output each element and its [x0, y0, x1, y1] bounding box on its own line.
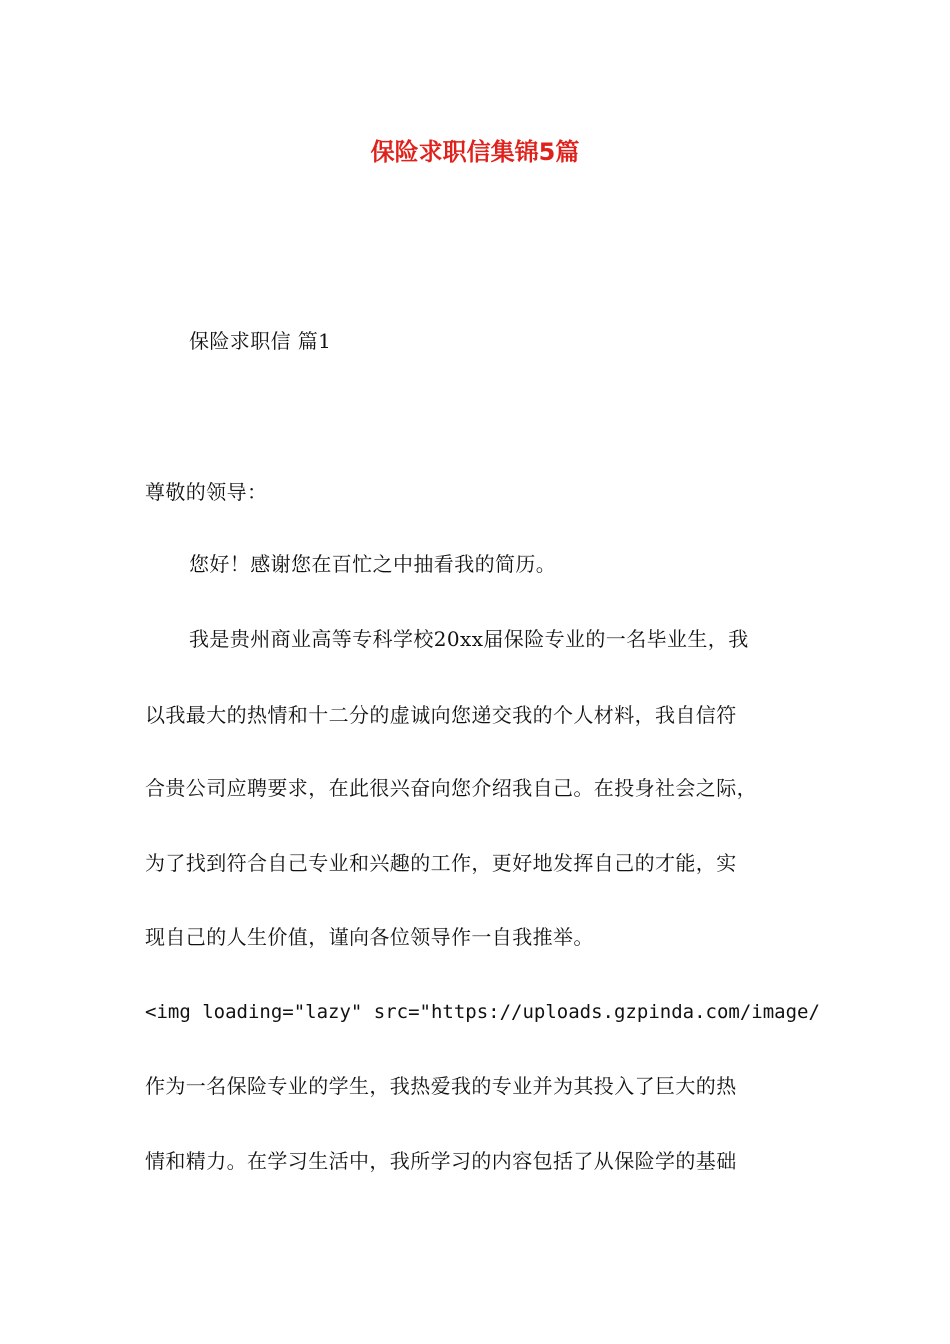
- paragraph-line: 以我最大的热情和十二分的虚诚向您递交我的个人材料，我自信符: [145, 703, 737, 727]
- paragraph-line: 合贵公司应聘要求，在此很兴奋向您介绍我自己。在投身社会之际，: [145, 776, 757, 800]
- paragraph-line: 您好！感谢您在百忙之中抽看我的简历。: [189, 552, 557, 576]
- raw-image-tag-line: <img loading="lazy" src="https://uploads.gzpinda.com/image/: [145, 1001, 820, 1023]
- paragraph-line: 为了找到符合自己专业和兴趣的工作，更好地发挥自己的才能，实: [145, 851, 737, 875]
- paragraph-line: 作为一名保险专业的学生，我热爱我的专业并为其投入了巨大的热: [145, 1074, 737, 1098]
- paragraph-line: 现自己的人生价值，谨向各位领导作一自我推举。: [145, 925, 594, 949]
- document-title: 保险求职信集锦5篇: [370, 138, 580, 166]
- section-heading: 保险求职信 篇1: [189, 329, 332, 353]
- paragraph-line: 我是贵州商业高等专科学校20xx届保险专业的一名毕业生，我: [189, 627, 749, 651]
- paragraph-line: 情和精力。在学习生活中，我所学习的内容包括了从保险学的基础: [145, 1149, 737, 1173]
- salutation: 尊敬的领导：: [145, 480, 268, 504]
